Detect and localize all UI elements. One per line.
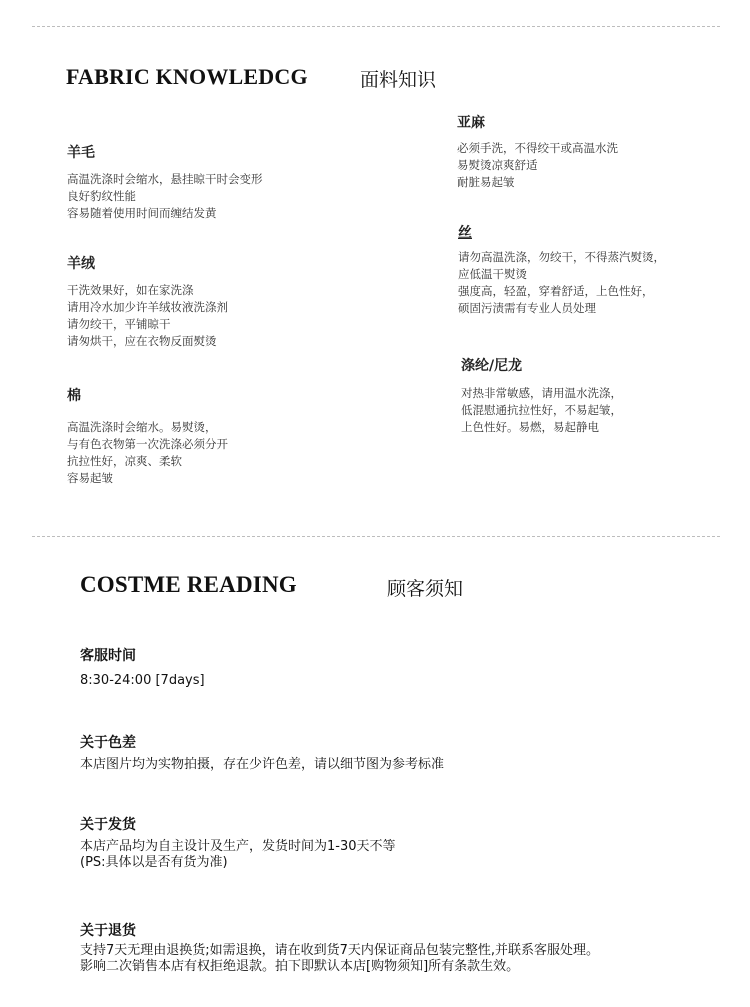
wool-line: 高温洗涤时会缩水，悬挂晾干时会变形 <box>67 172 263 186</box>
cotton-line: 与有色衣物第一次洗涤必须分开 <box>67 437 228 451</box>
costme-title-en: COSTME READING <box>80 572 297 597</box>
returns-title: 关于退货 <box>80 923 136 939</box>
polyester-section <box>461 355 622 436</box>
wool-line: 良好豹纹性能 <box>67 189 136 203</box>
silk-section <box>458 222 665 317</box>
cashmere-line: 干洗效果好，如在家洗涤 <box>67 283 194 297</box>
wool-section <box>67 142 263 222</box>
cotton-line: 高温洗涤时会缩水。易熨烫， <box>67 420 217 434</box>
wool-title: 羊毛 <box>67 145 95 161</box>
shipping-line: 本店产品均为自主设计及生产，发货时间为1-30天不等 <box>80 839 396 854</box>
cotton-title: 棉 <box>67 388 81 404</box>
hours-title: 客服时间 <box>80 648 136 664</box>
color-section <box>80 732 444 773</box>
cotton-line: 容易起皱 <box>67 471 113 485</box>
cashmere-title: 羊绒 <box>67 256 95 272</box>
silk-line: 应低温干熨烫 <box>458 267 527 281</box>
fabric-title-cn: 面料知识 <box>360 69 437 91</box>
linen-line: 易熨烫凉爽舒适 <box>457 158 538 172</box>
returns-line: 支持7天无理由退换货;如需退换，请在收到货7天内保证商品包装完整性,并联系客服处理。 <box>80 943 600 958</box>
cashmere-line: 请用冷水加少许羊绒妆液洗涤剂 <box>67 300 228 314</box>
fabric-title-en: FABRIC KNOWLEDCG <box>66 64 308 89</box>
linen-line: 必须手洗，不得绞干或高温水洗 <box>457 141 618 155</box>
returns-section <box>80 920 599 975</box>
polyester-title: 涤纶/尼龙 <box>461 358 523 374</box>
linen-title: 亚麻 <box>457 115 485 131</box>
returns-line: 影响二次销售本店有权拒绝退款。拍下即默认本店[购物须知]所有条款生效。 <box>80 959 520 974</box>
polyester-line: 对热非常敏感，请用温水洗涤， <box>461 386 622 400</box>
middle-divider <box>32 536 720 537</box>
color-title: 关于色差 <box>80 735 136 751</box>
hours-section <box>80 645 205 689</box>
silk-line: 请勿高温洗涤，勿绞干，不得蒸汽熨烫， <box>458 250 665 264</box>
top-divider <box>32 26 720 27</box>
shipping-line: (PS:具体以是否有货为准) <box>80 855 228 870</box>
cashmere-section <box>67 253 228 350</box>
linen-line: 耐脏易起皱 <box>457 175 515 189</box>
shipping-title: 关于发货 <box>80 817 136 833</box>
silk-line: 强度高，轻盈，穿着舒适，上色性好， <box>458 284 654 298</box>
cashmere-line: 请匆烘干，应在衣物反面熨烫 <box>67 334 217 348</box>
cotton-section <box>67 385 228 487</box>
costme-title-cn: 顾客须知 <box>387 578 464 600</box>
color-line: 本店图片均为实物拍摄，存在少许色差，请以细节图为参考标准 <box>80 757 445 772</box>
polyester-line: 上色性好。易燃，易起静电 <box>461 420 599 434</box>
cashmere-line: 请勿绞干，平铺晾干 <box>67 317 171 331</box>
linen-section <box>457 112 618 191</box>
polyester-line: 低混慰通抗拉性好，不易起皱， <box>461 403 622 417</box>
hours-value: 8:30-24:00 [7days] <box>80 673 205 688</box>
cotton-line: 抗拉性好，凉爽、柔软 <box>67 454 182 468</box>
wool-line: 容易随着使用时间而缠结发黄 <box>67 206 217 220</box>
shipping-section <box>80 814 396 871</box>
silk-line: 硕固污渍需有专业人员处理 <box>458 301 596 315</box>
silk-title: 丝 <box>458 225 472 241</box>
